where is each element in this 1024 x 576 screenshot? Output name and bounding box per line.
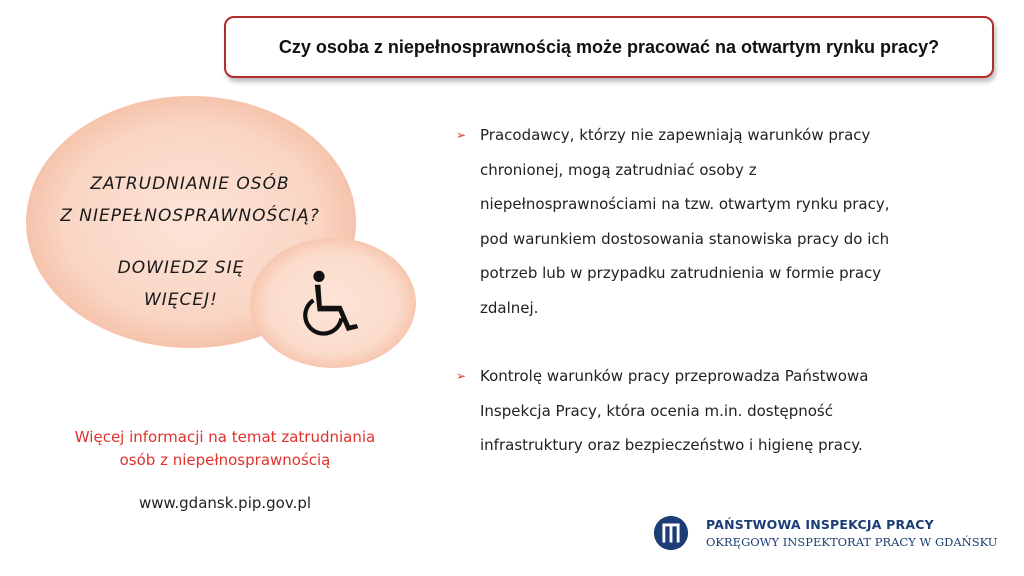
promo-heading-line2: Z NIEPEŁNOSPRAWNOŚCIĄ?: [60, 206, 320, 226]
promo-cta-line2: WIĘCEJ!: [143, 290, 218, 310]
pip-org-name: PAŃSTWOWA INSPEKCJA PRACY: [706, 517, 934, 532]
more-info-line1: Więcej informacji na temat zatrudniania: [74, 428, 376, 446]
pip-logo-text: [706, 517, 997, 549]
bullet-line: Inspekcja Pracy, która ocenia m.in. dostępność: [480, 401, 833, 420]
pip-unit-name: OKRĘGOWY INSPEKTORAT PRACY W GDAŃSKU: [706, 535, 998, 549]
bullet-line: niepełnosprawnościami na tzw. otwartym rynku pracy,: [480, 195, 890, 213]
slide-title: Czy osoba z niepełnosprawnością może pracować na otwartym rynku pracy?: [278, 36, 940, 57]
bullet-item: [456, 359, 956, 463]
bullet-line: pod warunkiem dostosowania stanowiska pracy do ich: [480, 229, 890, 248]
promo-heading: [40, 168, 340, 232]
bullet-line: zdalnej.: [480, 298, 539, 317]
promo-bubble-small: [250, 238, 416, 368]
slide-title-box: [224, 16, 994, 78]
bullet-line: chronionej, mogą zatrudniać osoby z: [480, 160, 757, 179]
promo-cta-line1: DOWIEDZ SIĘ: [117, 258, 245, 278]
bullet-line: potrzeb lub w przypadku zatrudnienia w formie pracy: [480, 264, 882, 282]
pip-logo: [652, 514, 997, 552]
bullet-line: Pracodawcy, którzy nie zapewniają warunków pracy: [480, 126, 871, 144]
promo-cta: [96, 252, 266, 316]
wheelchair-icon: [298, 268, 368, 338]
bullet-item: [456, 118, 956, 325]
bullet-list: [456, 118, 956, 463]
website-link[interactable]: www.gdansk.pip.gov.pl: [138, 494, 312, 512]
promo-heading-line1: ZATRUDNIANIE OSÓB: [90, 174, 290, 194]
arrow-bullet-icon: ➢: [456, 128, 467, 142]
bullet-line: infrastruktury oraz bezpieczeństwo i higienę pracy.: [480, 436, 863, 454]
more-info-line2: osób z niepełnosprawnością: [119, 451, 331, 469]
arrow-bullet-icon: ➢: [456, 369, 467, 383]
bullet-text: [480, 359, 868, 463]
more-info-text: [40, 426, 410, 472]
bullet-text: [480, 118, 890, 325]
bullet-line: Kontrolę warunków pracy przeprowadza Państwowa: [480, 367, 869, 385]
pip-emblem-icon: [652, 514, 690, 552]
